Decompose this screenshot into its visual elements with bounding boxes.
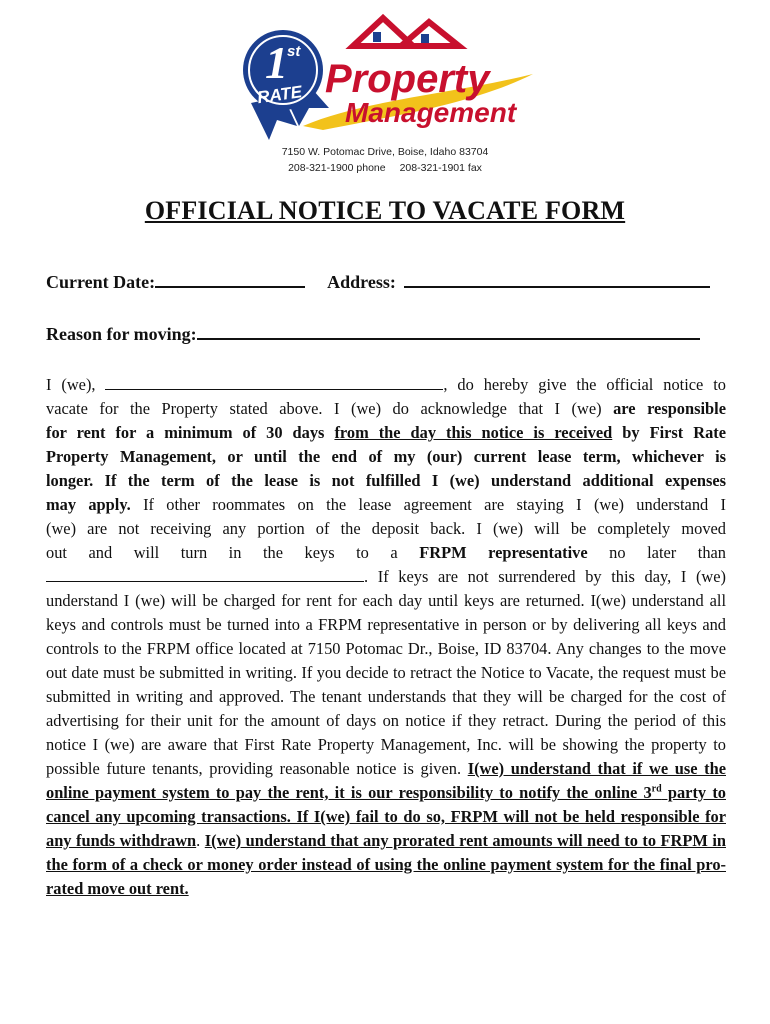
body-line: . If keys are not surrendered by this day, I (we) (46, 565, 726, 589)
svg-text:st: st (287, 43, 301, 60)
svg-text:Management: Management (345, 97, 517, 128)
company-address: 7150 W. Potomac Drive, Boise, Idaho 83704 (281, 146, 489, 158)
current-date-label: Current Date: (46, 272, 156, 292)
reason-field[interactable] (197, 322, 700, 340)
body-line: vacate for the Property stated above. I (we) do acknowledge that I (we) are responsible (46, 399, 727, 418)
tenant-name-field[interactable] (105, 375, 443, 390)
company-contact (0, 162, 770, 174)
form-title: OFFICIAL NOTICE TO VACATE FORM (144, 196, 626, 225)
body-line: longer. If the term of the lease is not fulfilled I (we) understand additional expenses (46, 471, 726, 490)
body-line: for rent for a minimum of 30 days from the day this notice is received by First Rate (46, 423, 727, 442)
address-field[interactable] (404, 270, 710, 288)
body-paragraph: understand I (we) will be charged for rent for each day until keys are returned. I(we) understand all keys and controls must be turned into a FRPM representative in person or by delivering all keys and controls to the FRPM office located at 7150 Potomac Dr., Boise, ID 83704. Any changes to the move out date must be submitted in writing. If you decide to retract the Notice to Vacate, the request must be submitted in writing and approved. The tenant understands that they will be charged for the cost of advertising for their unit for the amount of days on notice if they retract. During the period of this notice I (we) are aware that First Rate Property Management, Inc. will be showing the property to possible future tenants, providing reasonable notice is given. I(we) understand that if we use the online payment system to pay the rent, it is our responsibility to notify the online 3rd party to cancel any upcoming transactions. If I(we) fail to do so, FRPM will not be held responsible for any funds withdrawn. I(we) understand that any prorated rent amounts will need to to FRPM in the form of a check or money order instead of using the online payment system for the final pro-rated move out rent. (46, 591, 726, 898)
reason-label: Reason for moving: (46, 324, 197, 344)
company-logo (233, 8, 543, 143)
move-out-date-field[interactable] (46, 567, 364, 582)
svg-text:Property: Property (325, 57, 490, 101)
body-line: may apply. If other roommates on the lease agreement are staying I (we) understand I (46, 495, 726, 514)
address-label: Address: (327, 272, 396, 292)
body-line: (we) are not receiving any portion of the deposit back. I (we) will be completely moved (46, 519, 726, 538)
body-line: out and will turn in the keys to a FRPM representative no later than (46, 543, 726, 562)
notice-body (46, 373, 726, 901)
body-line: I (we), , do hereby give the official notice to (46, 375, 726, 394)
reason-row (46, 322, 700, 345)
svg-text:1: 1 (265, 37, 288, 88)
body-line: Property Management, or until the end of my (our) current lease term, whichever is (46, 447, 726, 466)
current-date-field[interactable] (155, 270, 305, 288)
svg-text:RATE: RATE (255, 82, 304, 108)
company-fax: 208-321-1901 fax (399, 162, 482, 174)
date-address-row (46, 270, 710, 293)
houses-icon (353, 18, 459, 46)
company-phone: 208-321-1900 phone (288, 162, 386, 174)
